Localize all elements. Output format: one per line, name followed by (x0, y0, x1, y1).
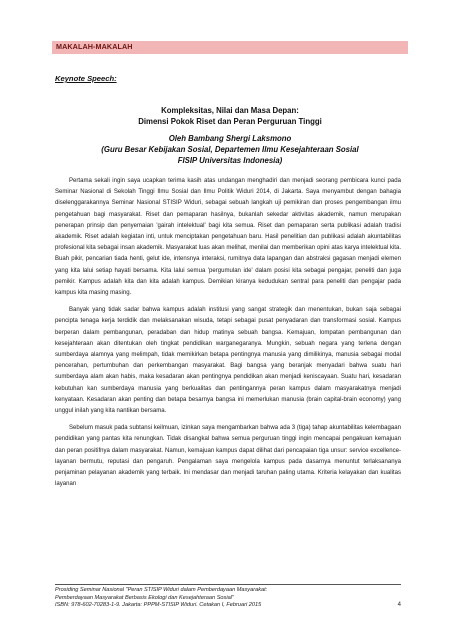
footer-divider (55, 584, 401, 585)
title-line-2: Dimensi Pokok Riset dan Peran Perguruan Tinggi (138, 117, 322, 126)
section-band (52, 41, 408, 54)
page-number: 4 (397, 602, 401, 608)
footer-line-3: ISBN: 978-602-70283-1-9. Jakarta: PPPM-STISIP Widuri. Cetakan I, Februari 2015 (55, 602, 262, 609)
body-text (55, 176, 401, 496)
title-line-1: Kompleksitas, Nilai dan Masa Depan: (161, 106, 299, 115)
paragraph-1: Pertama sekali ingin saya ucapkan terima kasih atas undangan menghadiri dan menjadi seorang pembicara kunci pada Seminar Nasional di Sekolah Tinggi Ilmu Sosial dan Ilmu Politik Widuri 2014, di Jakarta. Saya menyambut dengan bahagia diselenggarakannya Seminar Nasional STISIP Widuri, sebagai sebuah langkah uji pemikiran dan proses pengembangan ilmu pengetahuan bagi masyarakat. Riset dan pemaparan hasilnya, bukanlah sekedar aktivitas akademik, namun merupakan penerapan prinsip dan penyemaian 'gairah intelektual' bagi kita semua. Riset dan pemaparan serta publikasi adalah tradisi akademik. Riset adalah kegiatan inti, untuk menciptakan pengetahuan baru. Hasil penelitian dan publikasi adalah akuntabilitas profesional kita sebagai insan akademik. Masyarakat luas akan melihat, menilai dan memberikan opini atas karya intelektual kita. Buah pikir, pencarian tiada henti, gelut ide, intensnya interaksi, rumitnya data lapangan dan abstraksi gagasan menjadi elemen yang kita lalui setiap hayati bersama. Kita lalui semua 'pergumulan ide' dalam posisi kita sebagai pengajar, peneliti dan juga pemikir. Kampus adalah kita dan kita adalah kampus. Demikian kiranya kedudukan sentral para peneliti dan pengajar pada kampus kita masing masing. (55, 178, 401, 297)
footer-line-1: Prosiding Seminar Nasional "Peran STISIP Widuri dalam Pemberdayaan Masyarakat: (55, 587, 268, 593)
author-affiliation-2: FISIP Universitas Indonesia) (177, 156, 283, 165)
author-name: Oleh Bambang Shergi Laksmono (168, 134, 292, 143)
footer-line-2: Pemberdayaan Masyarakat Berbasis Ekologi dan Kesejahteraan Sosial" (55, 594, 234, 601)
keynote-label: Keynote Speech: (55, 74, 117, 83)
author-affiliation-1: (Guru Besar Kebijakan Sosial, Departemen Ilmu Kesejahteraan Sosial (101, 145, 359, 154)
section-band-label: MAKALAH-MAKALAH (56, 42, 133, 51)
paragraph-3: Sebelum masuk pada subtansi keilmuan, izinkan saya mengambarkan bahwa ada 3 (tiga) tahap akuntabilitas kelembagaan pendidikan yang pantas kita renungkan. Tidak disangkal bahwa semua perguruan tinggi ingin mencapai pengakuan kemajuan dan peran positifnya dalam masyarakat. Namun, kemajuan kampus dapat dilihat dari pencapaian tiga unsur: service excellence-layanan bermutu, reputasi dan pengaruh. Pengalaman saya mengelola kampus pada dasarnya menuntut terlaksananya penjaminan pelayanan akademik yang terbaik. Ini mendasar dan menjadi taruhan paling utama. Kriteria kelayakan dan kualitas layanan (55, 425, 401, 488)
paragraph-2: Banyak yang tidak sadar bahwa kampus adalah institusi yang sangat strategik dan menentukan, bukan saja sebagai pencipta tenaga kerja terdidik dan melaksanakan wisuda, tetapi sebagai pusat penyadaran dan transformasi sosial. Kampus berperan dalam pembangunan, peradaban dan hidup matinya sebuah bangsa. Kemajuan, lompatan pembangunan dan kesejahteraan akan ditentukan oleh tingkat pendidikan warganegaranya. Mungkin, sebuah negara yang terlena dengan sumberdaya alamnya yang melimpah, tidak memikirkan betapa pentingnya manusia yang dimilikinya, manusia sebagai modal pencerahan, pertumbuhan dan perkembangan masyarakat. Bagi bangsa yang beranjak menyadari bahwa suatu hari sumberdaya alam akan habis, maka kesadaran akan pentingnya pendidikan akan menjadi keniscayaan. Suatu hari, kesadaran kebutuhan kan sumberdaya manusia yang berkualitas dan pentingannya peran kampus dalam masyarakatnya menjadi kenyataan. Kesadaran akan penting dan betapa besarnya bangsa ini memerlukan manusia (brain capital-brain economy) yang unggul inilah yang kita nantikan bersama. (55, 307, 401, 415)
footer (55, 587, 401, 610)
